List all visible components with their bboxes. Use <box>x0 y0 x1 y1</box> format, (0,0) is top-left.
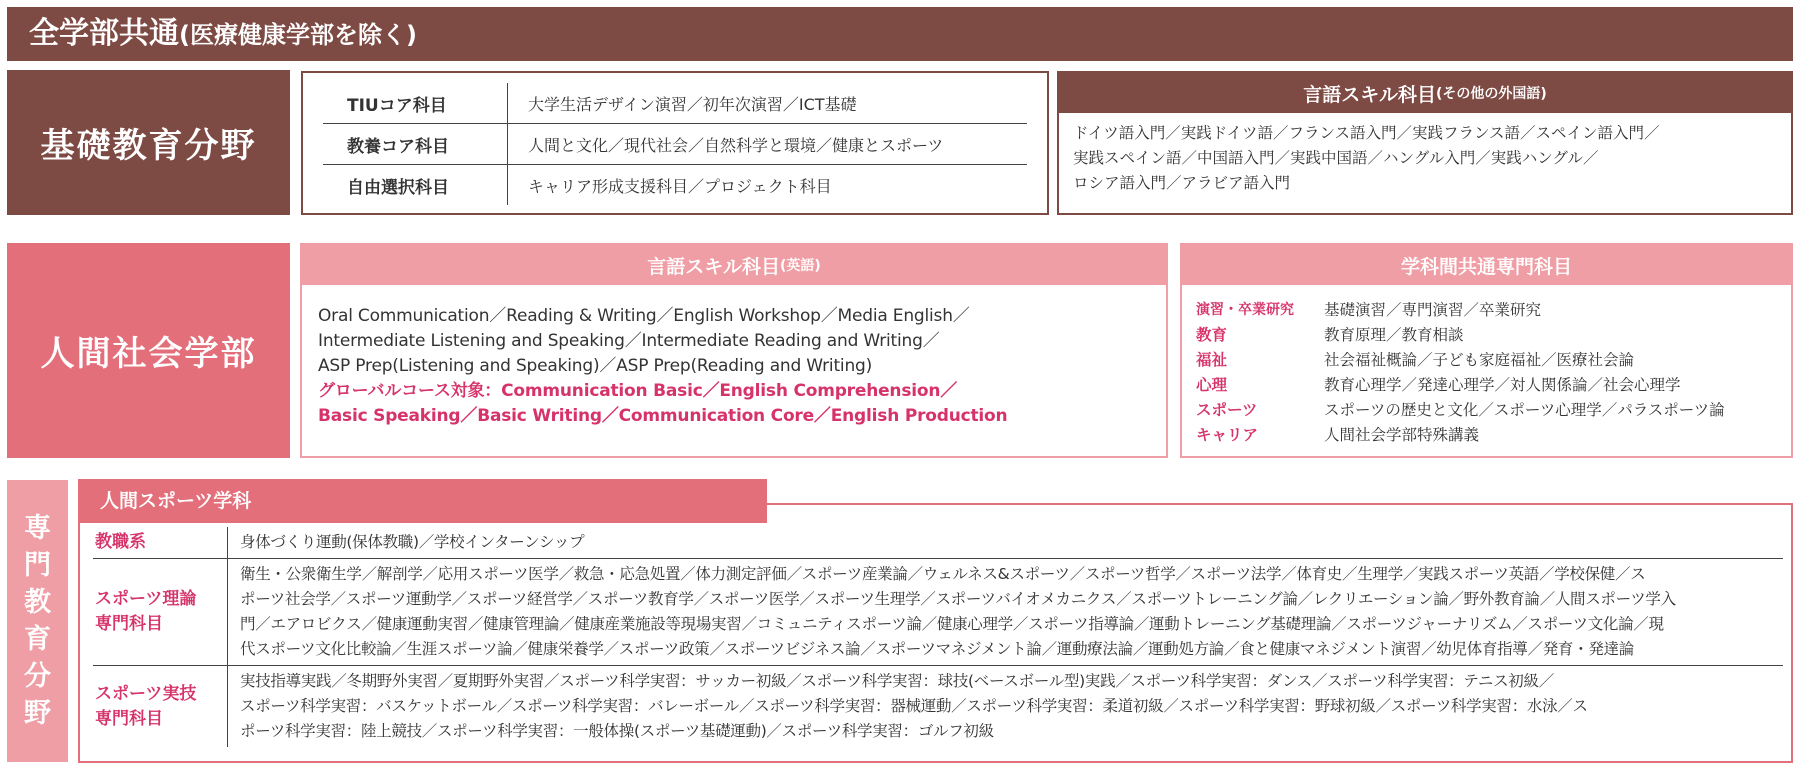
item-key: 教育 <box>1196 326 1228 344</box>
text-line: 実践スペイン語／中国語入門／実践中国語／ハングル入門／実践ハングル／ <box>1073 149 1599 167</box>
row-value: 大学生活デザイン演習／初年次演習／ICT基礎 <box>528 94 857 114</box>
header-subtitle: (医療健康学部を除く) <box>179 21 417 49</box>
section-label-human-social: 人間社会学部 <box>7 243 290 458</box>
key-line: 教職系 <box>95 532 146 552</box>
panel-title <box>1059 73 1791 113</box>
text-line: Intermediate Listening and Speaking／Intermediate Reading and Writing／ <box>318 331 940 351</box>
core-subjects-table <box>301 71 1049 215</box>
panel-title-sub: (その他の外国語) <box>1436 86 1547 102</box>
item-value: 教育心理学／発達心理学／対人関係論／社会心理学 <box>1324 376 1681 394</box>
text-line: ASP Prep(Listening and Speaking)／ASP Prep(Reading and Writing) <box>318 356 873 376</box>
text-line: ドイツ語入門／実践ドイツ語／フランス語入門／実践フランス語／スペイン語入門／ <box>1073 124 1660 142</box>
row-value <box>228 527 584 558</box>
row-key <box>93 666 228 747</box>
list-item <box>1196 348 1777 373</box>
panel-body <box>1059 113 1791 204</box>
key-line: スポーツ実技 <box>95 683 197 704</box>
global-course-line: Basic Speaking／Basic Writing／Communication Core／English Production <box>318 406 1008 426</box>
text-line: スポーツ科学実習：バスケットボール／スポーツ科学実習：バレーボール／スポーツ科学実習：器械運動／スポーツ科学実習：柔道初級／スポーツ科学実習：野球初級／スポーツ科学実習：水泳／ス <box>240 697 1588 715</box>
text-line: 門／エアロビクス／健康運動実習／健康管理論／健康産業施設等現場実習／コミュニティスポーツ論／健康心理学／スポーツ指導論／運動トレーニング基礎理論／スポーツジャーナリズム／スポーツ文化論／現 <box>240 615 1664 633</box>
row-value: キャリア形成支援科目／プロジェクト科目 <box>528 176 832 196</box>
section-label-specialized <box>7 480 68 762</box>
row-key: TIUコア科目 <box>323 83 508 123</box>
text-line: 実技指導実践／冬期野外実習／夏期野外実習／スポーツ科学実習：サッカー初級／スポーツ科学実習：球技(ベースボール型)実践／スポーツ科学実習：ダンス／スポーツ科学実習：テニス初級／ <box>240 672 1554 690</box>
item-key: 心理 <box>1196 376 1228 394</box>
row-key: 自由選択科目 <box>323 165 508 205</box>
header-title: 全学部共通 <box>29 16 179 51</box>
row-key <box>93 527 228 558</box>
key-line: スポーツ理論 <box>95 589 197 609</box>
item-key: キャリア <box>1196 426 1259 444</box>
label-char: 野 <box>24 698 51 729</box>
table-row <box>323 83 1027 123</box>
text-line: Oral Communication／Reading & Writing／English Workshop／Media English／ <box>318 306 970 326</box>
label-char: 門 <box>24 550 51 581</box>
panel-title-main: 言語スキル科目 <box>1303 83 1436 106</box>
list-item <box>1196 373 1777 398</box>
text-line: 代スポーツ文化比較論／生涯スポーツ論／健康栄養学／スポーツ政策／スポーツビジネス論／スポーツマネジメント論／運動療法論／運動処方論／食と健康マネジメント演習／幼児体育指導／発育・発達論 <box>240 640 1634 658</box>
text-line: ロシア語入門／アラビア語入門 <box>1073 174 1291 192</box>
department-title: 人間スポーツ学科 <box>78 479 767 523</box>
table-row <box>93 558 1783 665</box>
row-value <box>228 559 1676 665</box>
table-row <box>93 665 1783 747</box>
label-char: 専 <box>24 513 51 544</box>
list-item <box>1196 298 1777 323</box>
table-row <box>323 123 1027 164</box>
other-language-panel <box>1057 71 1793 215</box>
row-value: 人間と文化／現代社会／自然科学と環境／健康とスポーツ <box>528 135 944 155</box>
text-line: 衛生・公衆衛生学／解剖学／応用スポーツ医学／救急・応急処置／体力測定評価／スポーツ産業論／ウェルネス&スポーツ／スポーツ哲学／スポーツ法学／体育史／生理学／実践スポーツ英語／学校保健／ス <box>240 565 1646 583</box>
panel-body <box>302 285 1166 429</box>
key-line: 専門科目 <box>95 708 163 729</box>
item-key: 演習・卒業研究 <box>1196 302 1294 318</box>
item-value: 社会福祉概論／子ども家庭福祉／医療社会論 <box>1324 351 1635 369</box>
panel-title-sub: (英語) <box>780 258 821 274</box>
text-line: 身体づくり運動(保体教職)／学校インターンシップ <box>240 533 585 551</box>
table-row <box>93 527 1783 558</box>
label-char: 育 <box>24 624 51 655</box>
panel-title-main: 言語スキル科目 <box>647 255 780 278</box>
item-value: 基礎演習／専門演習／卒業研究 <box>1324 301 1542 319</box>
item-key: 福祉 <box>1196 351 1228 369</box>
item-key: スポーツ <box>1196 401 1258 419</box>
item-value: スポーツの歴史と文化／スポーツ心理学／パラスポーツ論 <box>1324 401 1725 419</box>
panel-title: 学科間共通専門科目 <box>1182 245 1791 285</box>
list-item <box>1196 423 1777 448</box>
row-value <box>228 666 1588 747</box>
list-item <box>1196 398 1777 423</box>
text-line: ポーツ社会学／スポーツ運動学／スポーツ経営学／スポーツ教育学／スポーツ医学／スポーツ生理学／スポーツバイオメカニクス／スポーツトレーニング論／レクリエーション論／野外教育論／人間スポーツ学入 <box>240 590 1676 608</box>
page-header <box>7 7 1793 61</box>
key-line: 専門科目 <box>95 614 163 634</box>
table-row <box>323 164 1027 205</box>
label-char: 教 <box>24 587 51 618</box>
text-line: ポーツ科学実習：陸上競技／スポーツ科学実習：一般体操(スポーツ基礎運動)／スポーツ科学実習：ゴルフ初級 <box>240 722 994 740</box>
label-char: 分 <box>24 661 51 692</box>
list-item <box>1196 323 1777 348</box>
section-label-basic-education: 基礎教育分野 <box>7 70 290 215</box>
global-course-line: グローバルコース対象：Communication Basic／English Comprehension／ <box>318 381 958 401</box>
department-subjects-table <box>93 527 1783 747</box>
item-value: 教育原理／教育相談 <box>1324 326 1464 344</box>
row-key <box>93 559 228 665</box>
cross-department-panel <box>1180 243 1793 458</box>
item-value: 人間社会学部特殊講義 <box>1324 426 1480 444</box>
panel-body <box>1182 285 1791 448</box>
english-skills-panel <box>300 243 1168 458</box>
row-key: 教養コア科目 <box>323 124 508 164</box>
panel-title <box>302 245 1166 285</box>
